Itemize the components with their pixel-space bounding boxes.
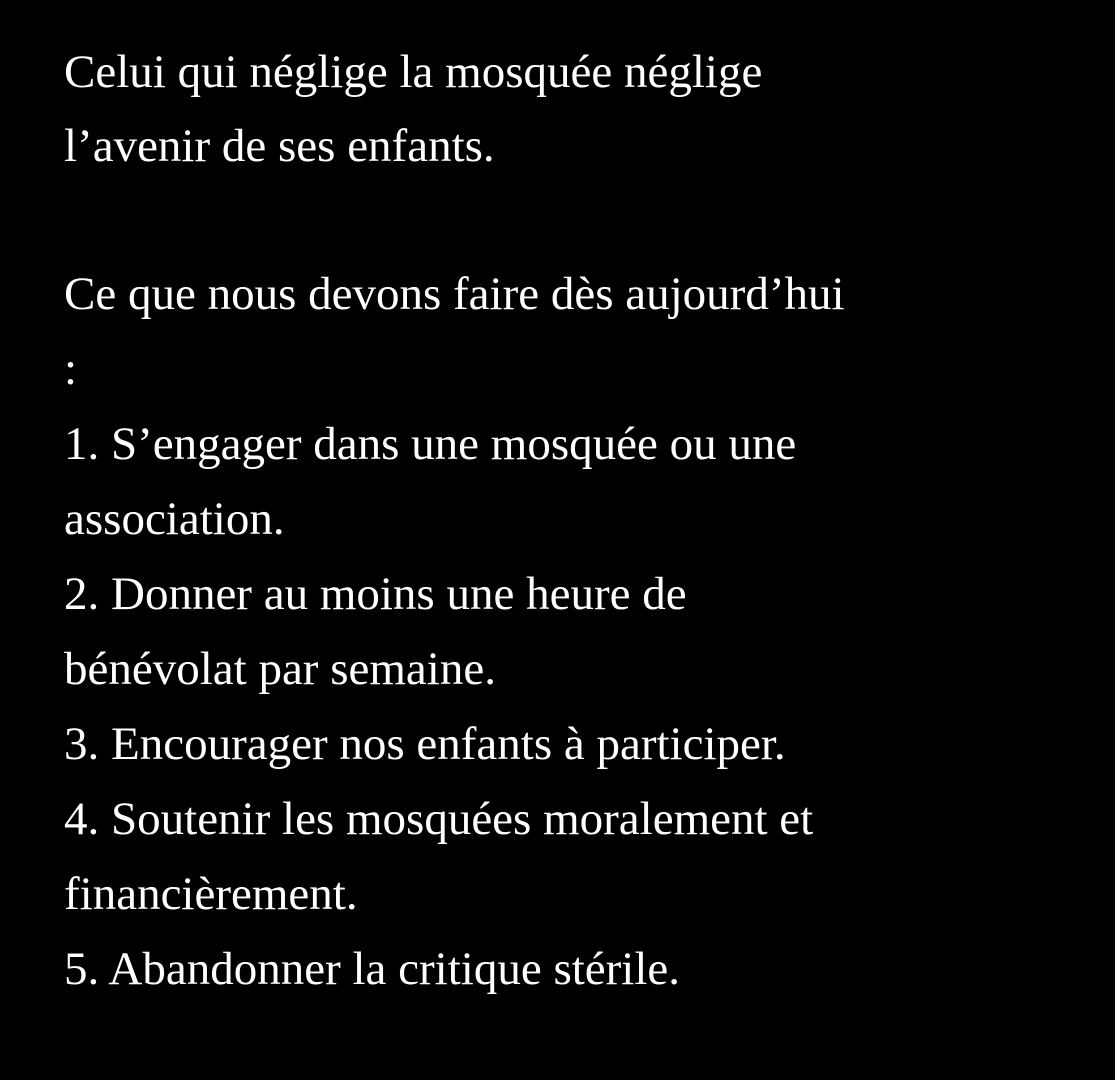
intro-line-1: Celui qui néglige la mosquée néglige	[64, 46, 763, 98]
action-item-1-line-2: association.	[64, 493, 285, 545]
action-item-3-line-1: 3. Encourager nos enfants à participer.	[64, 718, 786, 770]
action-item-2-line-1: 2. Donner au moins une heure de	[64, 568, 687, 620]
heading-line-1: Ce que nous devons faire dès aujourd’hui	[64, 268, 845, 320]
action-item-4-line-2: financièrement.	[64, 868, 358, 920]
intro-line-2: l’avenir de ses enfants.	[64, 120, 495, 172]
action-item-4-line-1: 4. Soutenir les mosquées moralement et	[64, 793, 814, 845]
action-item-2-line-2: bénévolat par semaine.	[64, 643, 496, 695]
action-item-1-line-1: 1. S’engager dans une mosquée ou une	[64, 418, 797, 470]
action-item-5-line-1: 5. Abandonner la critique stérile.	[64, 943, 681, 995]
heading-line-2: :	[64, 343, 78, 395]
